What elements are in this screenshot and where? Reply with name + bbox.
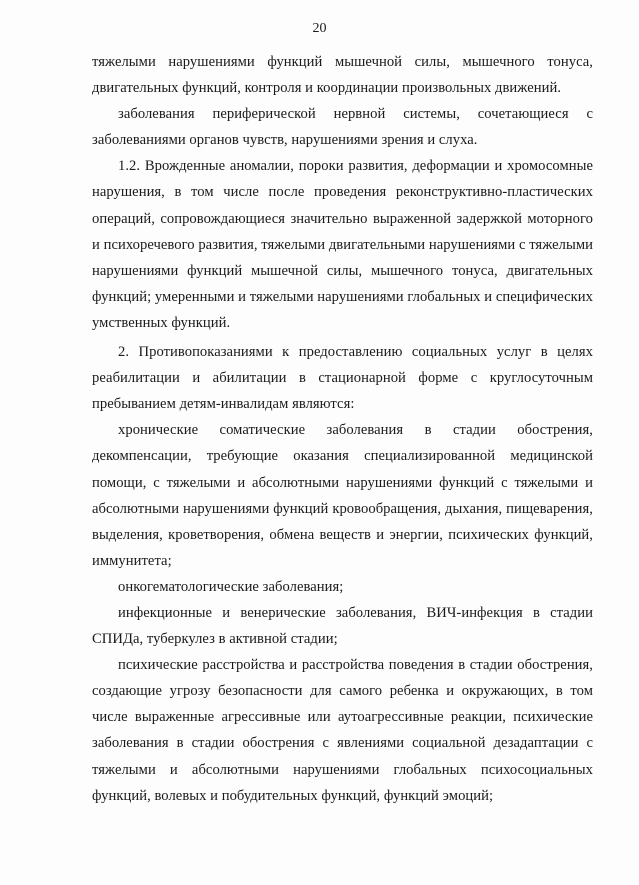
document-body — [92, 49, 593, 809]
paragraph-infectious-diseases: инфекционные и венерические заболевания, ВИЧ-инфекция в стадии СПИДа, туберкулез в активной стадии; — [92, 604, 593, 648]
paragraph-2-contraindications: 2. Противопоказаниями к предоставлению социальных услуг в целях реабилитации и абилитации в стационарной форме с круглосуточным пребыванием детям-инвалидам являются: — [92, 344, 593, 413]
paragraph-continuation: тяжелыми нарушениями функций мышечной силы, мышечного тонуса, двигательных функций, контроля и координации произвольных движений. — [92, 54, 593, 97]
paragraph-mental-disorders: психические расстройства и расстройства поведения в стадии обострения, создающие угрозу безопасности для самого ребенка и окружающих, в том числе выраженные агрессивные или аутоагрессивные реакции, психические заболевания в стадии обострения с явлениями социальной дезадаптации с тяжелыми и абсолютными нарушениями глобальных психосоциальных функций, волевых и побудительных функций, функций эмоций; — [92, 657, 593, 804]
page-number: 20 — [312, 21, 327, 36]
paragraph-peripheral-nervous-system: заболевания периферической нервной системы, сочетающиеся с заболеваниями органов чувств, нарушениями зрения и слуха. — [92, 106, 593, 149]
paragraph-oncohematological-diseases: онкогематологические заболевания; — [118, 578, 344, 595]
paragraph-1-2-congenital-anomalies: 1.2. Врожденные аномалии, пороки развития, деформации и хромосомные нарушения, в том числе после проведения реконструктивно-пластических операций, сопровождающиеся значительно выраженной задержкой моторного и психоречевого развития, тяжелыми двигательными нарушениями с тяжелыми нарушениями функций мышечной силы, мышечного тонуса, двигательных функций; умеренными и тяжелыми нарушениями глобальных и специфических умственных функций. — [92, 158, 593, 331]
paragraph-chronic-somatic-diseases: хронические соматические заболевания в стадии обострения, декомпенсации, требующие оказания специализированной медицинской помощи, с тяжелыми и абсолютными нарушениями функций с тяжелыми и абсолютными нарушениями функций кровообращения, дыхания, пищеварения, выделения, кроветворения, обмена веществ и энергии, психических функций, иммунитета; — [92, 422, 593, 569]
